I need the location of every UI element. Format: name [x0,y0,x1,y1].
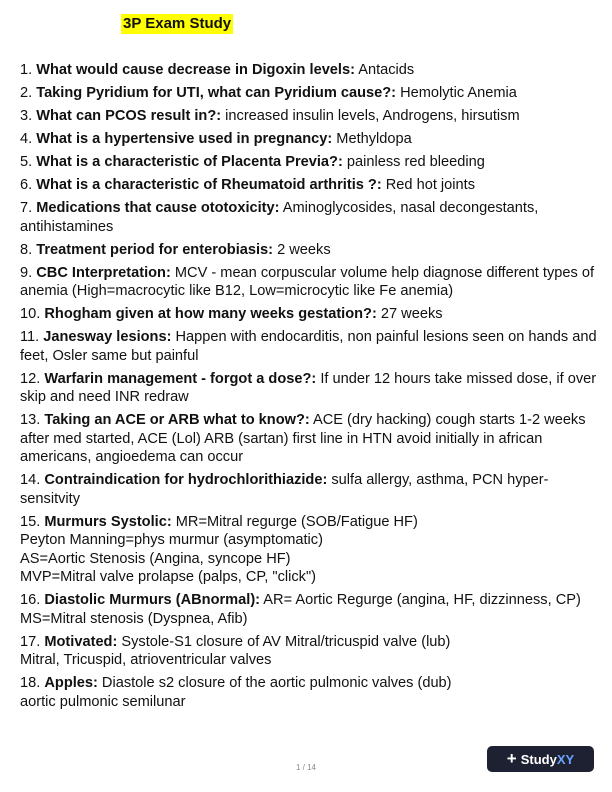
item-number: 7. [20,200,33,216]
item-answer: Hemolytic Anemia [396,85,517,101]
item-number: 18. [20,675,41,691]
item-number: 16. [20,592,41,608]
item-answer: 2 weeks [273,241,331,258]
list-item [20,411,598,467]
item-answer: sulfa allergy, asthma, PCN hyper-sensitvity [20,472,549,507]
item-question: Medications that cause ototoxicity: [36,200,280,216]
item-number: 11. [20,329,40,345]
list-item [20,264,598,301]
list-item [20,328,598,365]
plus-icon: + [506,749,517,768]
item-answer: Red hot joints [381,177,475,193]
item-number: 2. [20,85,33,101]
item-subline: Mitral, Tricuspid, atrioventricular valves [20,652,272,668]
item-question: What is a hypertensive used in pregnancy: [36,131,333,147]
list-item [20,241,598,260]
item-question: Contraindication for hydrochlorithiazide: [44,472,328,488]
item-question: Janesway lesions: [43,329,172,345]
item-answer: If under 12 hours take missed dose, if over skip and need INR redraw [20,370,597,405]
item-question: Murmurs Systolic: [44,513,172,530]
item-question: Taking Pyridium for UTI, what can Pyridium cause?: [36,85,397,101]
item-subline: AS=Aortic Stenosis (Angina, syncope HF) [20,550,291,567]
list-item [20,130,598,149]
item-number: 14. [20,472,41,488]
item-number: 5. [20,154,33,170]
list-item [20,305,598,324]
question-list [20,61,598,716]
list-item [20,176,598,195]
item-number: 9. [20,264,33,281]
item-question: Warfarin management - forgot a dose?: [44,370,317,387]
page-title: 3P Exam Study [123,15,232,32]
item-number: 4. [20,131,33,147]
item-answer: Happen with endocarditis, non painful lesions seen on hands and feet, Osler same but painful [20,329,597,364]
item-number: 15. [20,513,41,530]
studyxy-badge[interactable] [487,746,594,772]
item-question: Apples: [44,675,98,691]
item-answer: Methyldopa [332,131,412,147]
item-number: 17. [20,633,41,650]
item-answer: MCV - mean corpuscular volume help diagnose different types of anemia (High=macrocytic like B12, Low=microcytic like Fe anemia) [20,264,594,299]
list-item [20,633,598,670]
item-question: Taking an ACE or ARB what to know?: [44,412,310,428]
item-answer: Systole-S1 closure of AV Mitral/tricuspid valve (lub) [117,633,451,650]
item-answer: increased insulin levels, Androgens, hirsutism [221,108,520,124]
item-number: 8. [20,241,33,258]
item-number: 12. [20,370,41,387]
item-question: What is a characteristic of Rheumatoid arthritis ?: [36,177,382,193]
item-subline: Peyton Manning=phys murmur (asymptomatic) [20,532,323,548]
item-number: 3. [20,108,33,124]
item-question: Diastolic Murmurs (ABnormal): [44,592,261,608]
item-answer: painless red bleeding [342,154,485,170]
item-question: Rhogham given at how many weeks gestation?: [44,306,377,322]
item-answer: MR=Mitral regurge (SOB/Fatigue HF) [171,513,418,530]
list-item [20,61,598,80]
item-number: 10. [20,306,41,322]
brand-suffix: XY [556,751,575,767]
list-item [20,471,598,508]
item-subline: MS=Mitral stenosis (Dyspnea, Afib) [20,610,248,627]
item-question: Treatment period for enterobiasis: [36,241,274,258]
item-answer: Diastole s2 closure of the aortic pulmonic valves (dub) [97,675,452,691]
item-number: 1. [20,62,33,78]
list-item [20,107,598,126]
item-answer: AR= Aortic Regurge (angina, HF, dizzinness, CP) [260,592,581,608]
item-question: What would cause decrease in Digoxin levels: [36,62,355,78]
item-question: Motivated: [44,633,118,650]
item-answer: 27 weeks [376,306,443,322]
list-item [20,84,598,103]
brand-prefix: Study [520,751,557,767]
list-item [20,370,598,407]
item-subline: aortic pulmonic semilunar [20,693,186,710]
list-item [20,674,598,711]
page-indicator: 1 / 14 [295,763,316,772]
item-answer: ACE (dry hacking) cough starts 1-2 weeks after med started, ACE (Lol) ARB (sartan) first line in HTN avoid initially in african americans, angioedema can occur [20,412,586,465]
item-answer: Aminoglycosides, nasal decongestants, antihistamines [20,200,539,235]
list-item [20,199,598,236]
item-subline: MVP=Mitral valve prolapse (palps, CP, "click") [20,569,316,585]
list-item [20,513,598,587]
item-answer: Antacids [354,62,415,78]
item-question: What is a characteristic of Placenta Previa?: [36,154,343,170]
item-number: 13. [20,412,41,428]
item-number: 6. [20,177,33,193]
list-item [20,591,598,628]
item-question: What can PCOS result in?: [36,108,222,124]
item-question: CBC Interpretation: [36,264,171,281]
list-item [20,153,598,172]
